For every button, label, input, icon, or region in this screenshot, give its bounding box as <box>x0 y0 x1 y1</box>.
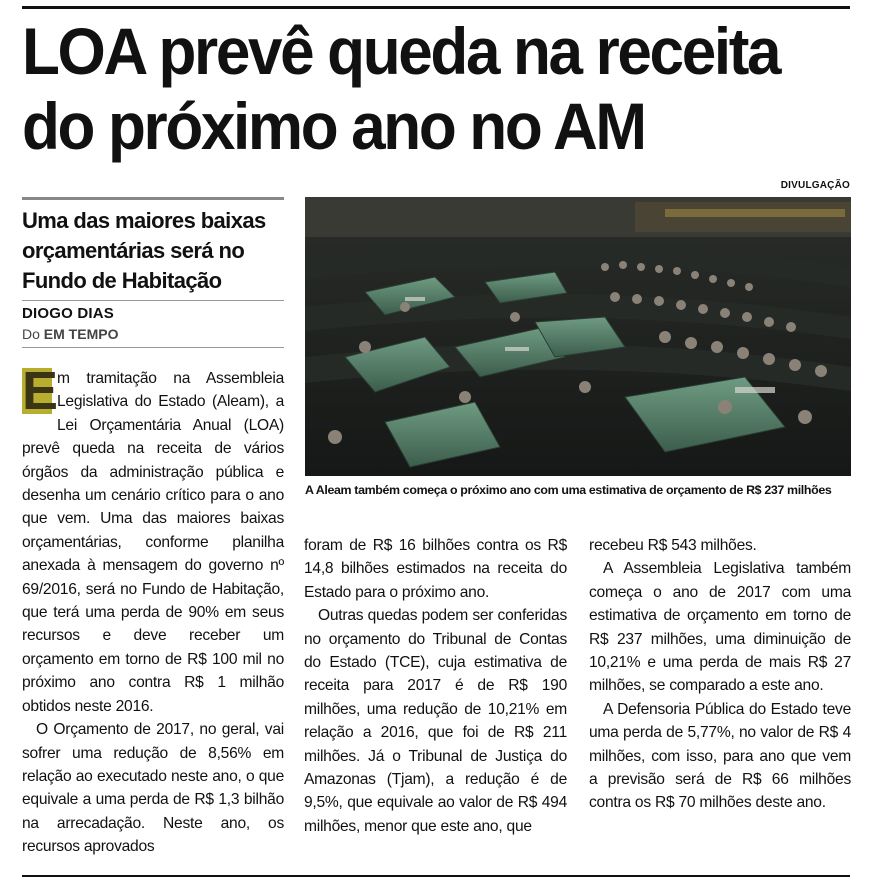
assembly-photo <box>305 197 851 476</box>
byline-rule-top <box>22 300 284 301</box>
headline-line-1: LOA prevê queda na receita <box>22 14 780 88</box>
paragraph-2: O Orçamento de 2017, no geral, vai sofrer uma redução de 8,56% em relação ao executado neste ano, o que equivale a uma perda de R$ 1,3 bilhão na arrecadação. Neste ano, os recursos aprovados <box>22 721 284 856</box>
outlet-name: EM TEMPO <box>43 326 119 342</box>
body-column-3 <box>589 534 851 815</box>
deck-rule <box>22 197 284 200</box>
paragraph-1-text: m tramitação na Assembleia Legislativa do Estado (Aleam), a Lei Orçamentária Anual (LOA) prevê queda na receita de vários órgãos da administração pública e desenha um cenário crítico para o ano que vem. Uma das maiores baixas orçamentárias, conforme planilha anexada à mensagem do governo nº 69/2016, será no Fundo de Habitação, que terá uma perda de 90% em seus recursos e deve receber um orçamento em torno de R$ 100 mil no próximo ano contra R$ 1 milhão obtidos neste 2016. <box>22 370 284 715</box>
paragraph-1 <box>22 361 284 718</box>
author-name: DIOGO DIAS <box>22 305 115 322</box>
top-rule <box>22 6 850 9</box>
paragraph-3-continued: recebeu R$ 543 milhões. <box>589 537 757 554</box>
headline <box>22 14 812 164</box>
outlet-prefix: Do <box>22 326 40 342</box>
deck-line-2: orçamentárias será no <box>22 238 245 263</box>
body-column-2 <box>304 534 567 838</box>
photo-credit: DIVULGAÇÃO <box>780 180 850 191</box>
deck <box>22 206 292 296</box>
body-column-1 <box>22 361 284 859</box>
deck-line-1: Uma das maiores baixas <box>22 208 266 233</box>
deck-line-3: Fundo de Habitação <box>22 268 222 293</box>
paragraph-3: Outras quedas podem ser conferidas no orçamento do Tribunal de Contas do Estado (TCE), cuja estimativa de receita para 2017 é de R$ 190 milhões, uma redução de 10,21% em relação a 2016, que foi de R$ 211 milhões. Já o Tribunal de Justiça do Amazonas (Tjam), a redução é de 9,5%, que equivale ao valor de R$ 494 milhões, menor que este ano, que <box>304 607 567 835</box>
paragraph-5: A Defensoria Pública do Estado teve uma perda de 5,77%, no valor de R$ 4 milhões, com isso, para ano que vem a previsão será de R$ 66 milhões contra os R$ 70 milhões deste ano. <box>589 700 851 812</box>
headline-line-2: do próximo ano no AM <box>22 89 645 163</box>
outlet <box>22 326 118 342</box>
paragraph-4: A Assembleia Legislativa também começa o ano de 2017 com uma estimativa de orçamento em torno de R$ 237 milhões, uma diminuição de 10,21% e uma perda de mais R$ 27 milhões, se comparado a este ano. <box>589 560 851 695</box>
bottom-rule <box>22 875 850 877</box>
photo-caption: A Aleam também começa o próximo ano com uma estimativa de orçamento de R$ 237 milhões <box>305 483 832 497</box>
drop-cap: E <box>22 361 58 421</box>
assembly-hall-image <box>305 197 851 476</box>
paragraph-2-continued: foram de R$ 16 bilhões contra os R$ 14,8 bilhões estimados na receita do Estado para o próximo ano. <box>304 537 567 601</box>
byline-rule-bottom <box>22 347 284 348</box>
